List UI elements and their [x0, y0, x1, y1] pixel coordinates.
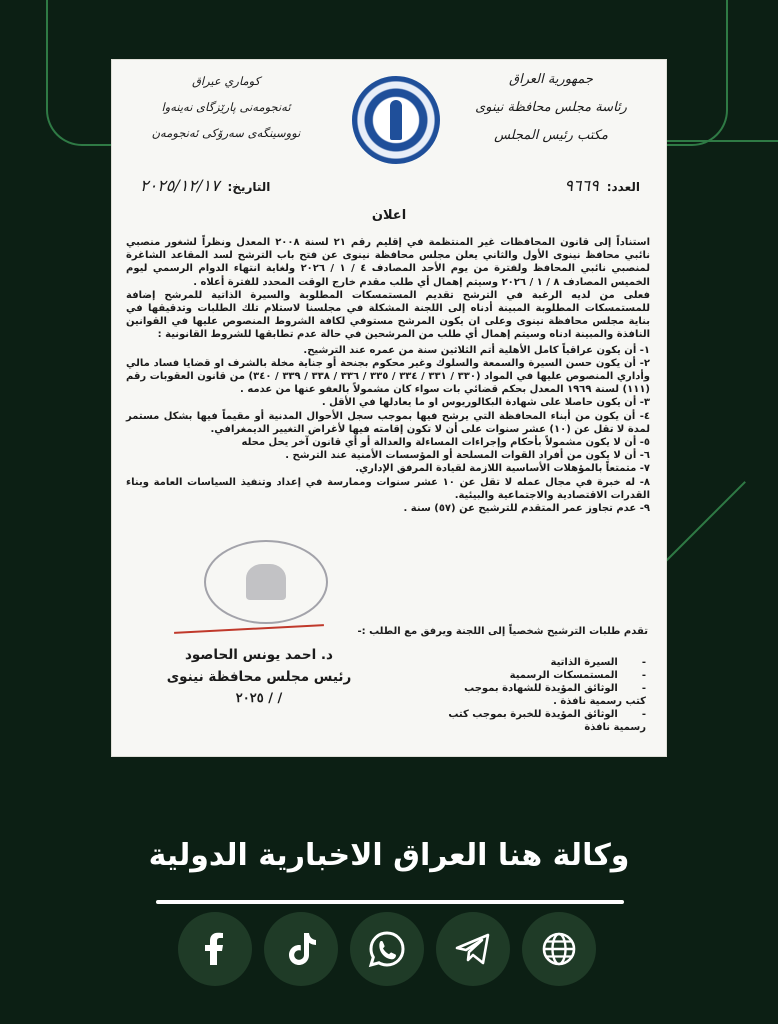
required-document-item: - المستمسكات الرسمية: [446, 669, 646, 682]
divider: [156, 900, 624, 904]
document-body: [126, 236, 650, 515]
required-document-item: - الوثائق المؤيدة للشهادة بموجب كتب رسمية نافذة .: [446, 682, 646, 708]
telegram-icon: [453, 929, 493, 969]
tiktok-button[interactable]: [264, 912, 338, 986]
letterhead-line: مكتب رئيس المجلس: [494, 128, 608, 143]
condition-item: ٦- أن لا يكون من أفراد القوات المسلحة أو المؤسسات الأمنية عند الترشح .: [285, 450, 650, 462]
signature-date: / / ٢٠٢٥: [235, 691, 283, 706]
facebook-icon: [195, 929, 235, 969]
letterhead-kurdish: [126, 68, 326, 146]
council-logo: [352, 76, 440, 164]
decorative-frame-diagonal: [665, 481, 746, 562]
condition-item: ١- أن يكون عراقياً كامل الأهلية أتم الثلاثين سنة من عمره عند الترشيح.: [303, 344, 650, 356]
telegram-button[interactable]: [436, 912, 510, 986]
required-document-item: - السيرة الذاتية: [446, 656, 646, 669]
condition-item: ٣- أن يكون حاصلا على شهادة البكالوريوس او ما يعادلها في الأقل .: [321, 397, 650, 409]
required-documents-list: [446, 656, 646, 734]
social-links: [178, 912, 598, 986]
letterhead-line: رئاسة مجلس محافظة نينوى: [475, 100, 627, 115]
letterhead-line: كوماري عيراق: [191, 74, 261, 88]
document-number: [556, 176, 640, 195]
website-button[interactable]: [522, 912, 596, 986]
condition-item: ٢- أن يكون حسن السيرة والسمعة والسلوك وغير محكوم بجنحة أو جناية مخلة بالشرف او قضايا فساد مالي وأداري المنصوص عليها في المواد (٣٣٠ / ٣٣١ / ٣٣٤ / ٣٣٥ / ٣٣٦ / ٣٣٨ / ٣٣٩ / ٣٤٠) من قانون العقوبات رقم (١١١) لسنة ١٩٦٩ المعدل بحكم قضائي بات سواء كان مشمولاً بالعفو عنها من عدمه .: [126, 357, 651, 396]
stamp-eagle-icon: [246, 564, 286, 600]
letterhead-line: جمهورية العراق: [509, 72, 593, 87]
condition-item: ٨- له خبرة في مجال عمله لا تقل عن ١٠ عشر سنوات وممارسة في إعداد وتنفيذ السياسات العامة وبناء القدرات الاقتصادية والاجتماعية والبيئية.: [126, 476, 651, 501]
signature-stroke: [174, 624, 324, 634]
agency-name: وكالة هنا العراق الاخبارية الدولية: [148, 838, 630, 873]
condition-item: ٩- عدم تجاوز عمر المتقدم للترشيح عن (٥٧) سنة .: [403, 503, 650, 515]
signature-block: [164, 644, 354, 710]
paragraph-intro: استناداً إلى قانون المحافظات غير المنتظمة في إقليم رقم ٢١ لسنة ٢٠٠٨ المعدل ونظراً لشغور منصبي نائبي محافظ نينوى الأول والثاني يعلن مجلس محافظة نينوى عن فتح باب الترشح لسد المقاعد الشاغرة لمنصبي نائبي المحافظ ولفترة من يوم الأحد المصادف ٤ / ١ / ٢٠٢٦ ولغاية انتهاء الدوام الرسمي ليوم الخميس المصادف ٨ / ١ / ٢٠٢٦ وسيتم إهمال أي طلب مقدم خارج الوقت المحدد للفترة أعلاه .: [126, 237, 651, 288]
announcement-document: [112, 60, 666, 756]
letterhead-arabic: [456, 66, 646, 150]
logo-tower-icon: [390, 100, 402, 140]
document-date: [132, 176, 270, 195]
letterhead-line: ئەنجومەنی پارێزگای نەینەوا: [161, 100, 291, 114]
paragraph-requirements: فعلى من لديه الرغبة في الترشح تقديم المستمسكات المطلوبة والسيرة الذاتية للمرشح إضافة للمستمسكات المطلوبة المبينة أدناه إلى اللجنة المشكلة في مجلسنا لاستلام تلك الطلبات وتدقيقها في بناية مجلس محافظة نينوى وعلى ان يكون المرشح مستوفي لكافة الشروط المنصوص عليها في القوانين النافذة والمبينة ادناه وسيتم إهمال أي طلب من المرشحين في حالة عدم تطابقها للشروط القانونية :: [126, 289, 650, 341]
condition-item: ٧- متمتعاً بالمؤهلات الأساسية اللازمة لقيادة المرفق الإداري.: [355, 463, 650, 475]
whatsapp-button[interactable]: [350, 912, 424, 986]
signatory-name: د. احمد يونس الحاصود: [185, 647, 333, 663]
letterhead-line: نووسینگەی سەرۆکی ئەنجومەن: [151, 126, 301, 140]
facebook-button[interactable]: [178, 912, 252, 986]
official-stamp: [204, 540, 328, 624]
decorative-frame-line: [666, 140, 778, 142]
condition-item: ٥- أن لا يكون مشمولاً بأحكام وإجراءات المساءلة والعدالة أو أي قانون آخر يحل محله: [241, 437, 650, 449]
date-value: ٢٠٢٥/١٢/١٧: [140, 176, 220, 195]
signatory-title: رئيس مجلس محافظة نينوى: [166, 669, 352, 685]
docs-intro: تقدم طلبات الترشيح شخصياً إلى اللجنة ويرفق مع الطلب :-: [357, 626, 648, 637]
number-value: ٩٦٦٩: [564, 176, 599, 195]
number-label: العدد:: [606, 180, 640, 194]
tiktok-icon: [281, 929, 321, 969]
conditions-list: [126, 344, 650, 516]
condition-item: ٤- أن يكون من أبناء المحافظة التي يرشح فيها بموجب سجل الأحوال المدنية أو مقيماً فيها بشكل مستمر لمدة لا تقل عن (١٠) عشر سنوات على أن لا تكون إقامته فيها لأغراض التغيير الديمغرافي.: [126, 410, 650, 435]
date-label: التاريخ:: [227, 180, 271, 194]
required-document-item: - الوثائق المؤيدة للخبرة بموجب كتب رسمية نافذة: [446, 708, 646, 734]
globe-icon: [539, 929, 579, 969]
document-title: اعلان: [371, 208, 407, 223]
whatsapp-icon: [367, 929, 407, 969]
